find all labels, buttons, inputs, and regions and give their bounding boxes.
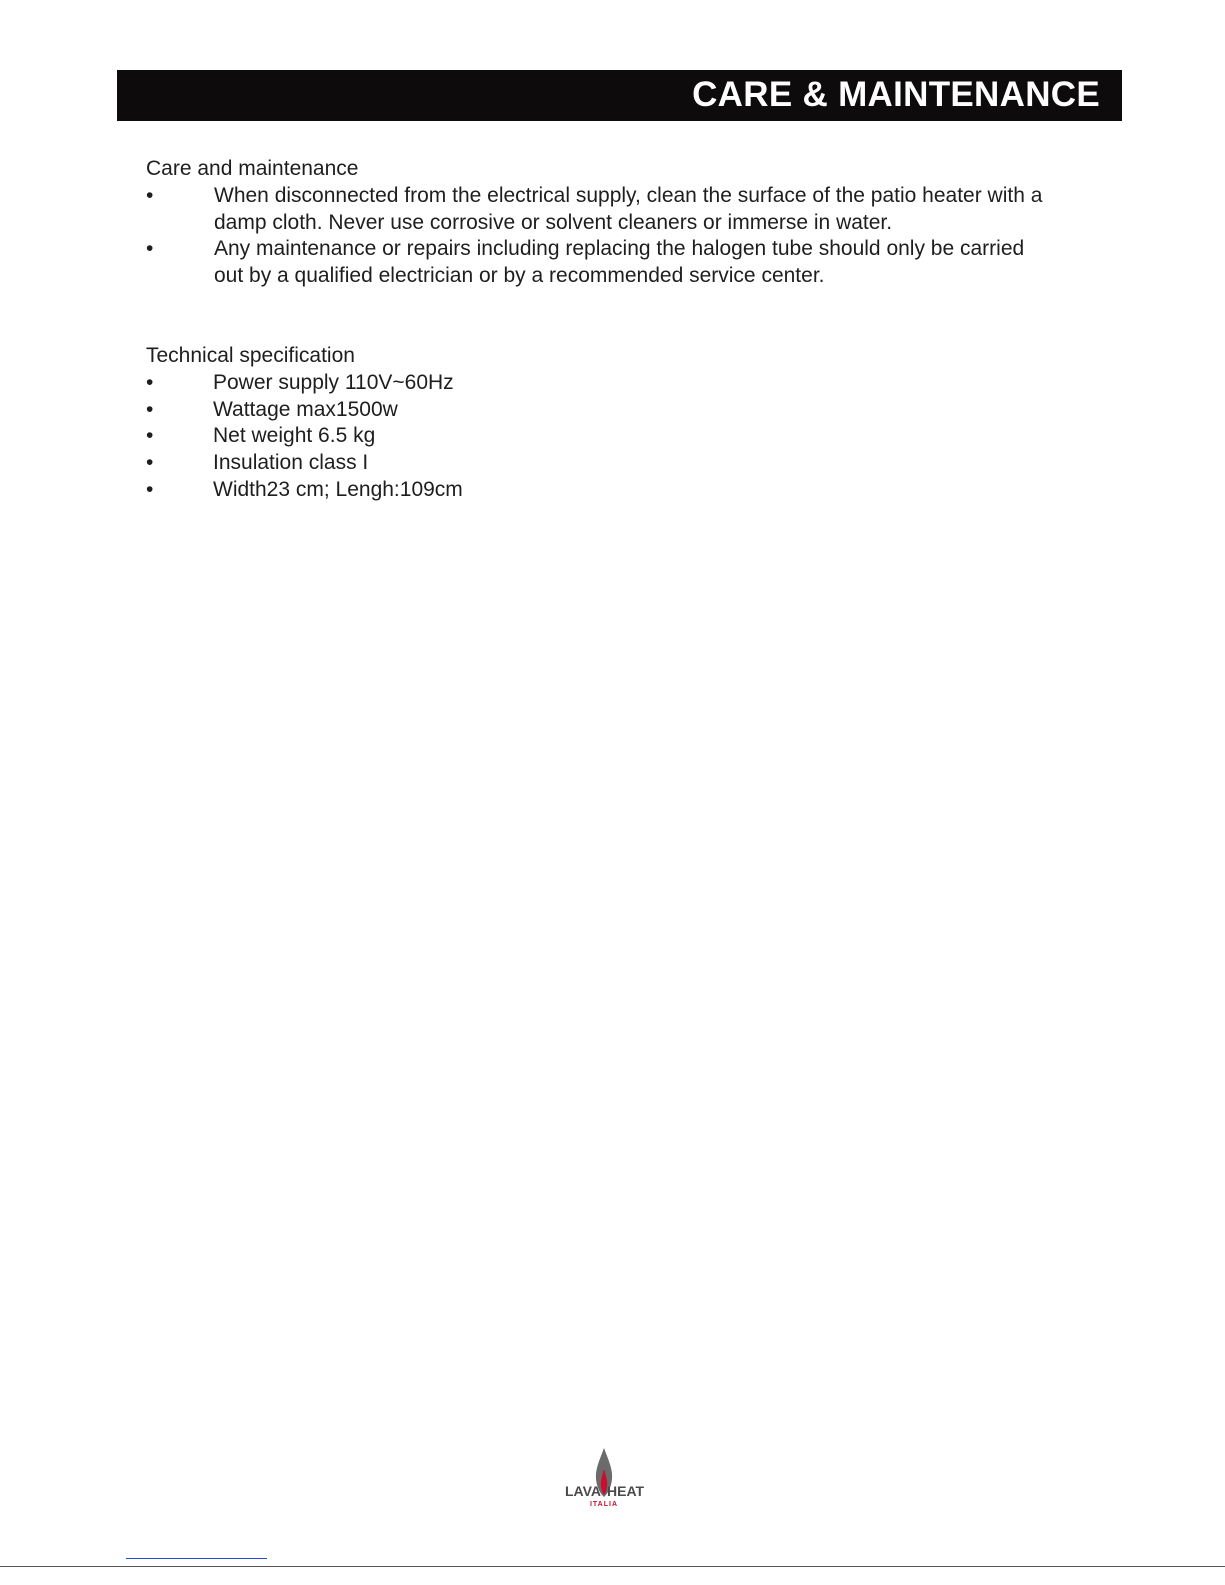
list-item-text: When disconnected from the electrical supply, clean the surface of the patio heater with a damp cloth. Never use corrosive or solvent cleaners or immerse in water. bbox=[214, 183, 1043, 234]
bullet-icon: • bbox=[146, 370, 154, 394]
tech-list bbox=[146, 370, 1046, 504]
footer-rule bbox=[0, 1566, 1225, 1567]
page-title: CARE & MAINTENANCE bbox=[692, 75, 1100, 114]
list-item bbox=[146, 477, 1046, 504]
logo-word-left: LAVA bbox=[564, 1483, 601, 1499]
bullet-icon: • bbox=[146, 183, 154, 207]
logo-word-right: HEAT bbox=[607, 1483, 645, 1499]
list-item-text: Wattage max1500w bbox=[213, 397, 398, 421]
footer-link-underline bbox=[126, 1558, 267, 1559]
list-item-text: Width23 cm; Lengh:109cm bbox=[213, 477, 463, 501]
tech-section bbox=[146, 343, 1046, 504]
bullet-icon: • bbox=[146, 451, 154, 475]
list-item-text: Insulation class I bbox=[213, 451, 369, 475]
list-item bbox=[146, 397, 1046, 424]
list-item-text: Net weight 6.5 kg bbox=[213, 424, 376, 448]
list-item-text: Any maintenance or repairs including replacing the halogen tube should only be carried out by a qualified electrician or by a recommended service center. bbox=[214, 237, 1025, 288]
header-bar bbox=[117, 70, 1122, 121]
list-item bbox=[146, 450, 1046, 477]
care-section bbox=[146, 156, 1046, 290]
lavaheat-logo bbox=[555, 1445, 655, 1509]
care-heading: Care and maintenance bbox=[146, 157, 359, 180]
list-item-text: Power supply 110V~60Hz bbox=[213, 370, 454, 394]
list-item bbox=[146, 370, 1046, 397]
logo-sub: ITALIA bbox=[589, 1501, 619, 1508]
list-item bbox=[146, 423, 1046, 450]
bullet-icon: • bbox=[146, 397, 154, 421]
bullet-icon: • bbox=[146, 477, 154, 501]
care-list bbox=[146, 183, 1046, 290]
bullet-icon: • bbox=[146, 237, 154, 261]
list-item bbox=[146, 183, 1046, 237]
tech-heading: Technical specification bbox=[146, 344, 355, 367]
bullet-icon: • bbox=[146, 424, 154, 448]
list-item bbox=[146, 236, 1046, 290]
